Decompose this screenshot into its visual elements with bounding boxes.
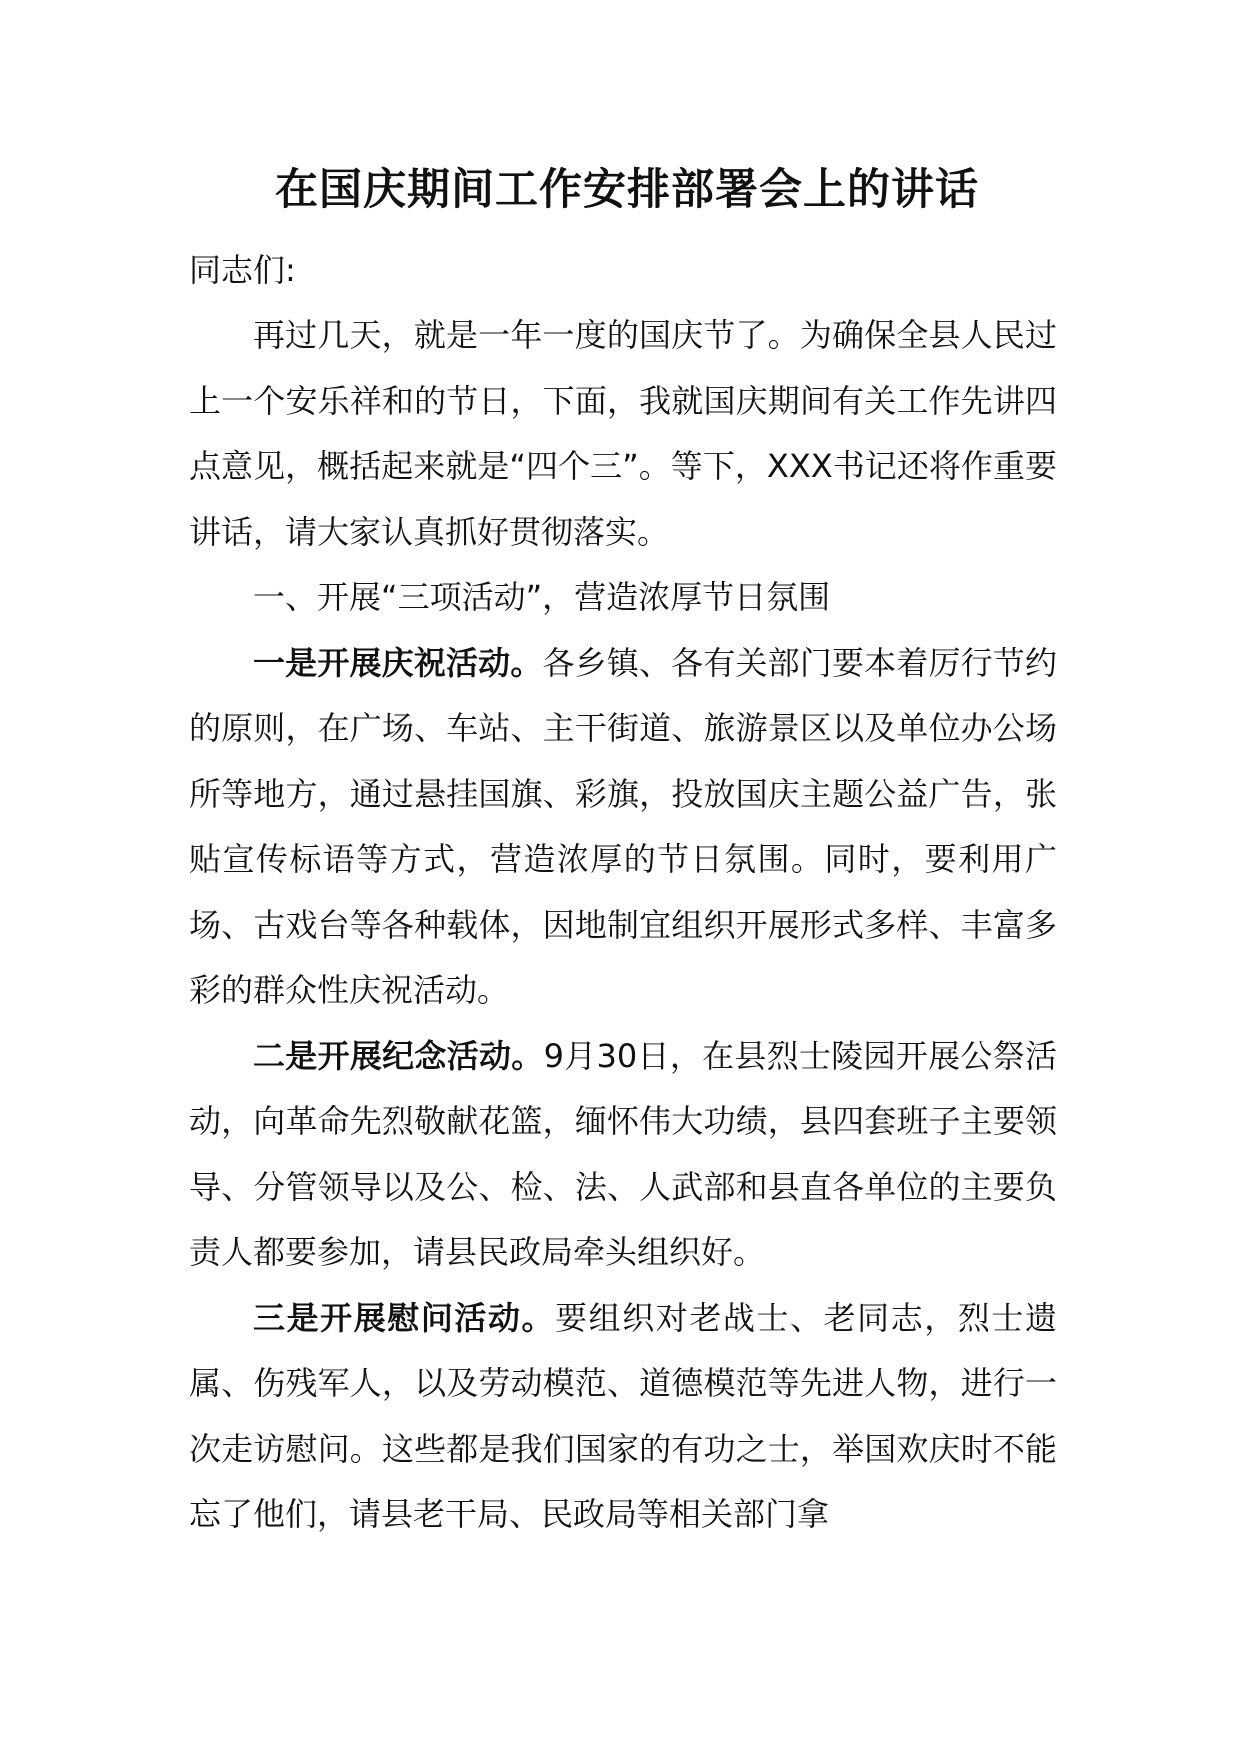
item-paragraph-1 <box>189 631 1057 1024</box>
item-lead-1: 一是开展庆祝活动。 <box>253 643 543 682</box>
item-body-1: 各乡镇、各有关部门要本着厉行节约的原则，在广场、车站、主干街道、旅游景区以及单位办公场所等地方，通过悬挂国旗、彩旗，投放国庆主题公益广告，张贴宣传标语等方式，营造浓厚的节日氛围。同时，要利用广场、古戏台等各种载体，因地制宜组织开展形式多样、丰富多彩的群众性庆祝活动。 <box>189 643 1057 1009</box>
intro-paragraph: 再过几天，就是一年一度的国庆节了。为确保全县人民过上一个安乐祥和的节日，下面，我就国庆期间有关工作先讲四点意见，概括起来就是“四个三”。等下，XXX书记还将作重要讲话，请大家认真抓好贯彻落实。 <box>189 316 1057 551</box>
item-paragraph-2 <box>189 1024 1057 1286</box>
item-body-3: 要组织对老战士、老同志，烈士遗属、伤残军人，以及劳动模范、道德模范等先进人物，进行一次走访慰问。这些都是我们国家的有功之士，举国欢庆时不能忘了他们，请县老干局、民政局等相关部门拿 <box>189 1298 1057 1533</box>
salutation: 同志们: <box>189 251 296 289</box>
document-title: 在国庆期间工作安排部署会上的讲话 <box>275 165 979 215</box>
item-paragraph-3 <box>189 1286 1057 1548</box>
item-body-2: 9月30日，在县烈士陵园开展公祭活动，向革命先烈敬献花篮，缅怀伟大功绩，县四套班子主要领导、分管领导以及公、检、法、人武部和县直各单位的主要负责人都要参加，请县民政局牵头组织好。 <box>189 1036 1057 1271</box>
item-lead-3: 三是开展慰问活动。 <box>253 1298 556 1337</box>
section-heading-1: 一、开展“三项活动”，营造浓厚节日氛围 <box>253 578 831 616</box>
document-page <box>189 160 1057 1548</box>
item-lead-2: 二是开展纪念活动。 <box>253 1036 544 1075</box>
